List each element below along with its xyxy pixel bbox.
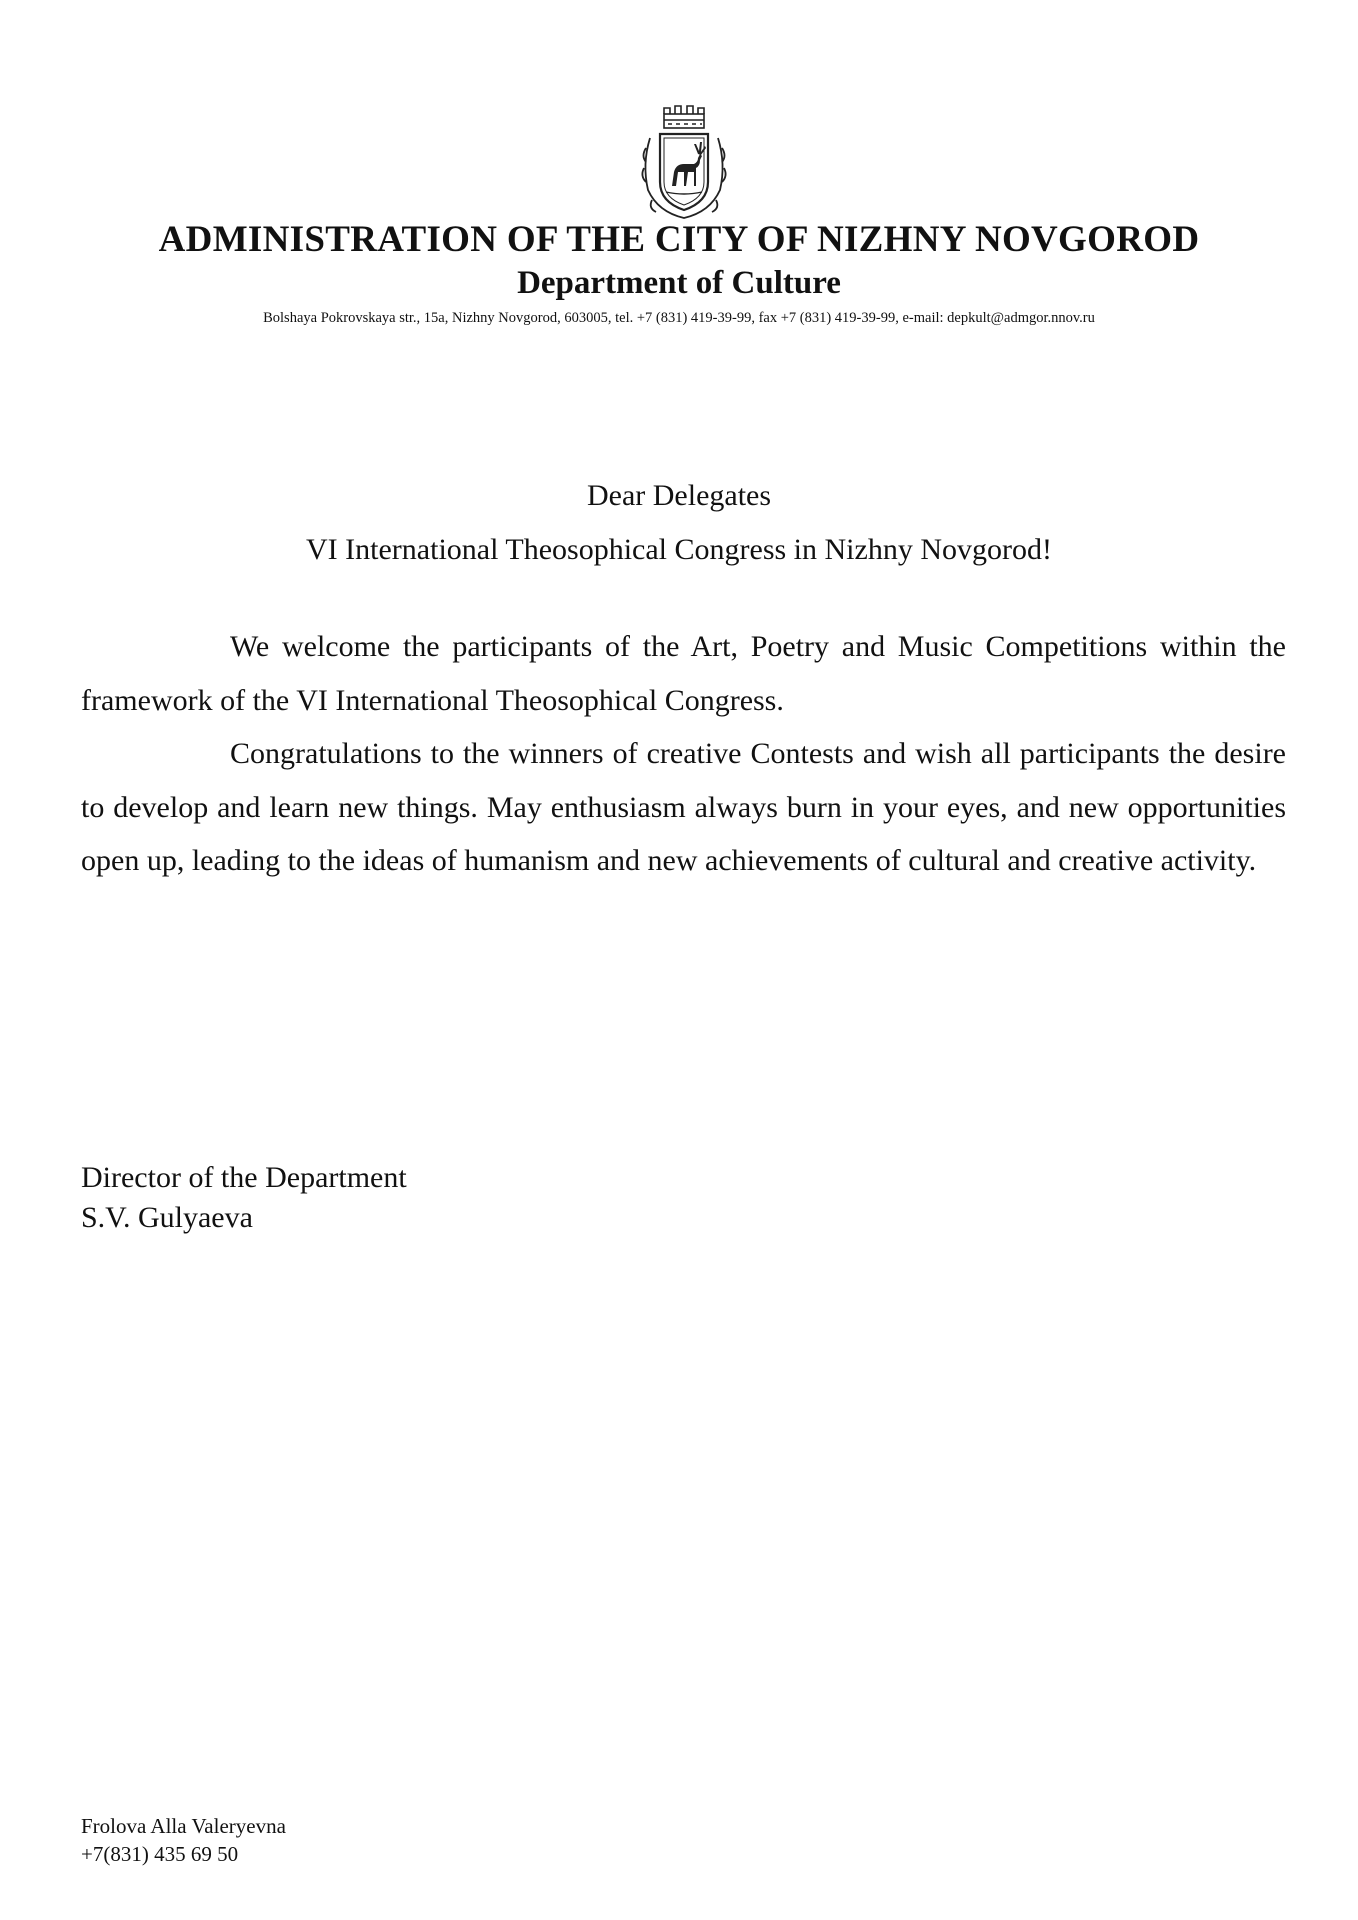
signatory-name: S.V. Gulyaeva [81,1201,253,1234]
coat-of-arms-icon [638,104,730,222]
signatory-title: Director of the Department [81,1161,407,1194]
letter-body [81,620,1286,888]
letterhead-contact: Bolshaya Pokrovskaya str., 15a, Nizhny Novgorod, 603005, tel. +7 (831) 419-39-99, fax +7 (831) 419-39-99, e-mail: depkult@admgor.nnov.ru [263,310,1095,326]
body-paragraph-1: We welcome the participants of the Art, Poetry and Music Competitions within the framework of the VI International Theosophical Congress. [81,630,1286,717]
footer-contact [81,1812,286,1868]
salutation-subtitle: VI International Theosophical Congress in Nizhny Novgorod! [306,533,1052,566]
department-name: Department of Culture [517,265,841,301]
salutation: Dear Delegates [586,479,772,512]
body-paragraph-2: Congratulations to the winners of creative Contests and wish all participants the desire to develop and learn new things. May enthusiasm always burn in your eyes, and new opportunities open up, leading to the ideas of humanism and new achievements of cultural and creative activity. [81,737,1286,877]
organization-name: ADMINISTRATION OF THE CITY OF NIZHNY NOVGOROD [158,219,1200,260]
footer-contact-phone: +7(831) 435 69 50 [81,1842,239,1866]
signature-block [81,1158,407,1238]
footer-contact-name: Frolova Alla Valeryevna [81,1814,286,1838]
